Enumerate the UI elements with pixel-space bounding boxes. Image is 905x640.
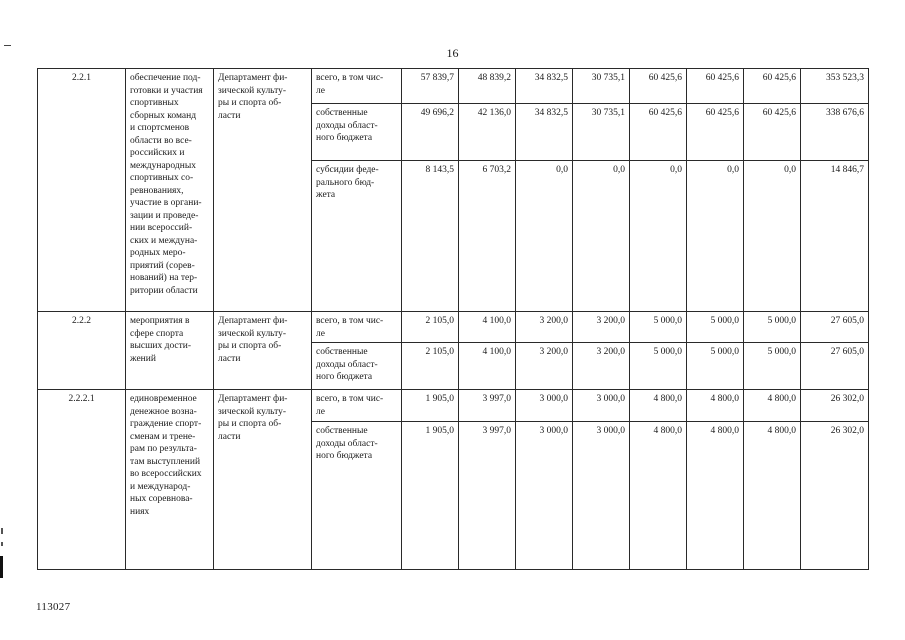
funding-source: всего, в том чис- ле (312, 312, 402, 343)
value-cell: 3 000,0 (516, 390, 573, 422)
scan-edge-mark (1, 542, 3, 546)
scan-edge-mark (1, 528, 3, 534)
table-row (38, 390, 869, 422)
item-name: обеспечение под- готовки и участия спортивных сборных команд и спортсменов области во все- российских и международных спортивных со- ревнованиях, участие в органи- зации и проведе- нии всероссий- ских и междуна- родных меро- приятий (сорев- нований) на тер- ритории области (126, 69, 214, 312)
value-cell: 0,0 (687, 161, 744, 312)
value-cell: 5 000,0 (744, 343, 801, 390)
item-code: 2.2.1 (38, 69, 126, 312)
total-cell: 27 605,0 (801, 312, 869, 343)
funding-source: всего, в том чис- ле (312, 390, 402, 422)
value-cell: 60 425,6 (630, 104, 687, 161)
value-cell: 2 105,0 (402, 312, 459, 343)
item-executor: Департамент фи- зической культу- ры и спорта об- ласти (214, 69, 312, 312)
value-cell: 4 100,0 (459, 343, 516, 390)
value-cell: 1 905,0 (402, 422, 459, 570)
value-cell: 4 800,0 (630, 390, 687, 422)
value-cell: 34 832,5 (516, 69, 573, 104)
total-cell: 14 846,7 (801, 161, 869, 312)
value-cell: 0,0 (744, 161, 801, 312)
value-cell: 5 000,0 (630, 343, 687, 390)
value-cell: 0,0 (573, 161, 630, 312)
value-cell: 3 200,0 (516, 343, 573, 390)
total-cell: 26 302,0 (801, 390, 869, 422)
value-cell: 60 425,6 (744, 104, 801, 161)
value-cell: 5 000,0 (630, 312, 687, 343)
item-name: единовременное денежное возна- граждение спорт- сменам и трене- рам по результа- там выступлений во всероссийских и международ- ных соревнова- ниях (126, 390, 214, 570)
value-cell: 4 800,0 (744, 422, 801, 570)
value-cell: 60 425,6 (744, 69, 801, 104)
item-code: 2.2.2.1 (38, 390, 126, 570)
value-cell: 0,0 (516, 161, 573, 312)
value-cell: 34 832,5 (516, 104, 573, 161)
value-cell: 30 735,1 (573, 104, 630, 161)
scan-edge-mark (0, 556, 3, 578)
value-cell: 2 105,0 (402, 343, 459, 390)
total-cell: 353 523,3 (801, 69, 869, 104)
funding-source: собственные доходы област- ного бюджета (312, 104, 402, 161)
value-cell: 4 800,0 (630, 422, 687, 570)
value-cell: 4 100,0 (459, 312, 516, 343)
item-executor: Департамент фи- зической культу- ры и спорта об- ласти (214, 312, 312, 390)
value-cell: 49 696,2 (402, 104, 459, 161)
value-cell: 5 000,0 (744, 312, 801, 343)
value-cell: 42 136,0 (459, 104, 516, 161)
funding-source: собственные доходы област- ного бюджета (312, 343, 402, 390)
funding-source: всего, в том чис- ле (312, 69, 402, 104)
value-cell: 3 200,0 (573, 343, 630, 390)
value-cell: 60 425,6 (630, 69, 687, 104)
value-cell: 4 800,0 (744, 390, 801, 422)
value-cell: 3 000,0 (573, 422, 630, 570)
funding-source: собственные доходы област- ного бюджета (312, 422, 402, 570)
value-cell: 57 839,7 (402, 69, 459, 104)
footer-code: 113027 (36, 601, 71, 613)
item-code: 2.2.2 (38, 312, 126, 390)
value-cell: 3 997,0 (459, 422, 516, 570)
value-cell: 3 000,0 (573, 390, 630, 422)
value-cell: 3 200,0 (573, 312, 630, 343)
value-cell: 3 997,0 (459, 390, 516, 422)
value-cell: 4 800,0 (687, 422, 744, 570)
value-cell: 5 000,0 (687, 343, 744, 390)
value-cell: 3 000,0 (516, 422, 573, 570)
funding-source: субсидии феде- рального бюд- жета (312, 161, 402, 312)
value-cell: 1 905,0 (402, 390, 459, 422)
total-cell: 338 676,6 (801, 104, 869, 161)
value-cell: 4 800,0 (687, 390, 744, 422)
value-cell: 48 839,2 (459, 69, 516, 104)
value-cell: 60 425,6 (687, 69, 744, 104)
total-cell: 27 605,0 (801, 343, 869, 390)
value-cell: 0,0 (630, 161, 687, 312)
page-number: 16 (446, 46, 459, 60)
table-row (38, 312, 869, 343)
total-cell: 26 302,0 (801, 422, 869, 570)
value-cell: 6 703,2 (459, 161, 516, 312)
budget-table (37, 68, 869, 570)
item-executor: Департамент фи- зической культу- ры и спорта об- ласти (214, 390, 312, 570)
value-cell: 5 000,0 (687, 312, 744, 343)
value-cell: 3 200,0 (516, 312, 573, 343)
table-row (38, 69, 869, 104)
value-cell: 60 425,6 (687, 104, 744, 161)
value-cell: 8 143,5 (402, 161, 459, 312)
value-cell: 30 735,1 (573, 69, 630, 104)
item-name: мероприятия в сфере спорта высших дости- жений (126, 312, 214, 390)
